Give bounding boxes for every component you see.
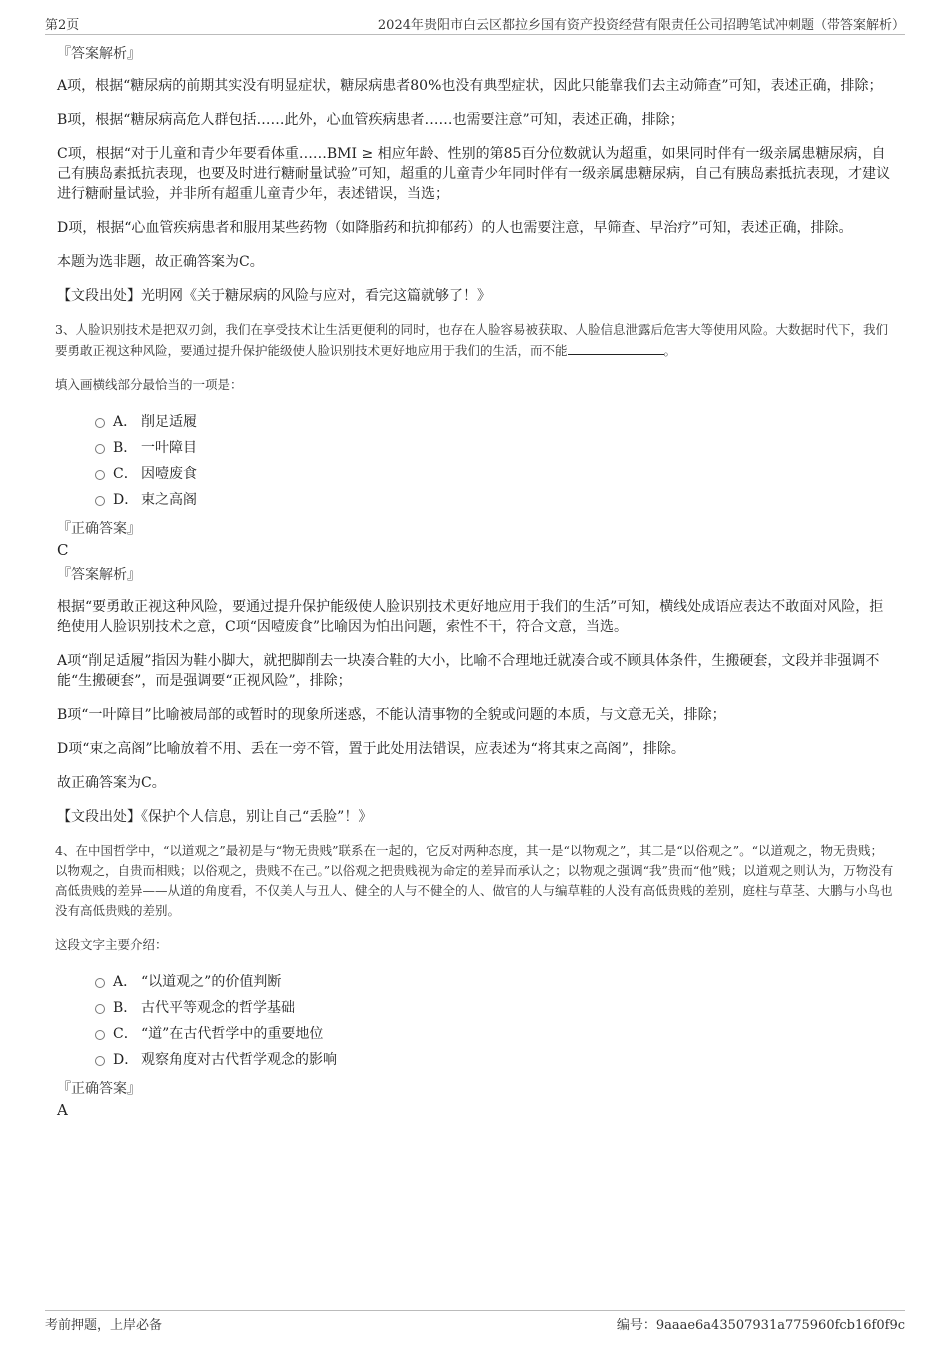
answer-label: 『正确答案』 bbox=[57, 521, 141, 537]
radio-icon[interactable] bbox=[95, 1004, 105, 1014]
footer-slogan: 考前押题，上岸必备 bbox=[45, 1318, 163, 1333]
analysis-paragraph: A项“削足适履”指因为鞋小脚大，就把脚削去一块凑合鞋的大小，比喻不合理地迁就凑合或不顾具体条件，生搬硬套，文段并非强调不能“生搬硬套”，而是强调要“正视风险”，排除； bbox=[57, 653, 880, 689]
option-d[interactable] bbox=[95, 487, 895, 513]
answer-label: 『正确答案』 bbox=[57, 1081, 141, 1097]
correct-answer: C bbox=[57, 541, 69, 559]
option-letter: A． bbox=[113, 974, 138, 990]
option-d[interactable] bbox=[95, 1047, 895, 1073]
analysis-paragraph: B项“一叶障目”比喻被局部的或暂时的现象所迷惑，不能认清事物的全貌或问题的本质，与文意无关，排除； bbox=[57, 707, 726, 723]
question-4-prompt: 这段文字主要介绍： bbox=[55, 937, 168, 952]
question-3 bbox=[55, 320, 895, 827]
question-4 bbox=[55, 841, 895, 1119]
fill-blank bbox=[568, 340, 664, 355]
analysis-conclusion: 本题为选非题，故正确答案为C。 bbox=[57, 254, 264, 270]
option-letter: D． bbox=[113, 492, 139, 508]
option-text: “以道观之”的价值判断 bbox=[141, 974, 282, 990]
option-a[interactable] bbox=[95, 969, 895, 995]
option-letter: B． bbox=[113, 440, 138, 456]
analysis-paragraph: B项，根据“糖尿病高危人群包括……此外，心血管疾病患者……也需要注意”可知，表述正确，排除； bbox=[57, 112, 684, 128]
question-4-options bbox=[95, 969, 895, 1073]
analysis-paragraph: D项，根据“心血管疾病患者和服用某些药物（如降脂药和抗抑郁药）的人也需要注意，早筛查、早治疗”可知，表述正确，排除。 bbox=[57, 220, 853, 236]
option-text: “道”在古代哲学中的重要地位 bbox=[141, 1026, 324, 1042]
radio-icon[interactable] bbox=[95, 496, 105, 506]
option-text: 观察角度对古代哲学观念的影响 bbox=[141, 1052, 337, 1068]
question-3-prompt: 填入画横线部分最恰当的一项是： bbox=[55, 377, 243, 392]
option-a[interactable] bbox=[95, 409, 895, 435]
option-text: 削足适履 bbox=[141, 414, 197, 430]
analysis-source: 【文段出处】光明网《关于糖尿病的风险与应对，看完这篇就够了！》 bbox=[57, 288, 491, 304]
option-c[interactable] bbox=[95, 1021, 895, 1047]
question-3-text: 3、人脸识别技术是把双刃剑，我们在享受技术让生活更便利的同时，也存在人脸容易被获取、人脸信息泄露后危害大等使用风险。大数据时代下，我们要勇敢正视这种风险，要通过提升保护能级使人脸识别技术更好地应用于我们的生活，而不能 bbox=[55, 322, 888, 358]
radio-icon[interactable] bbox=[95, 1056, 105, 1066]
analysis-paragraph: A项，根据“糖尿病的前期其实没有明显症状，糖尿病患者80%也没有典型症状，因此只能靠我们去主动筛查”可知，表述正确，排除； bbox=[57, 78, 883, 94]
q2-analysis-section bbox=[55, 44, 895, 306]
analysis-label: 『答案解析』 bbox=[57, 567, 141, 583]
radio-icon[interactable] bbox=[95, 1030, 105, 1040]
option-letter: A． bbox=[113, 414, 138, 430]
radio-icon[interactable] bbox=[95, 978, 105, 988]
option-letter: B． bbox=[113, 1000, 138, 1016]
document-id: 编号：9aaae6a43507931a775960fcb16f0f9c bbox=[616, 1318, 905, 1333]
analysis-source: 【文段出处】《保护个人信息，别让自己“丢脸”！》 bbox=[57, 809, 373, 825]
question-4-stem: 4、在中国哲学中，“以道观之”最初是与“物无贵贱”联系在一起的，它反对两种态度，其一是“以物观之”，其二是“以俗观之”。“以道观之，物无贵贱；以物观之，自贵而相贱；以俗观之，贵贱不在己。”以俗观之把贵贱视为命定的差异而承认之；以物观之强调“我”贵而“他”贱；以道观之则认为，万物没有高低贵贱的差异——从道的角度看，不仅美人与丑人、健全的人与不健全的人、做官的人与编草鞋的人没有高低贵贱的差别，庭柱与草茎、大鹏与小鸟也没有高低贵贱的差别。 bbox=[55, 843, 894, 918]
page-number: 第2页 bbox=[45, 18, 80, 33]
analysis-paragraph: C项，根据“对于儿童和青少年要看体重……BMI ≥ 相应年龄、性别的第85百分位数就认为超重，如果同时伴有一级亲属患糖尿病，自己有胰岛素抵抗表现，也要及时进行糖耐量试验”可知，超重的儿童青少年同时伴有一级亲属患糖尿病，自己有胰岛素抵抗表现，才建议进行糖耐量试验，并非所有超重儿童青少年，表述错误，当选； bbox=[57, 146, 891, 202]
option-letter: D． bbox=[113, 1052, 139, 1068]
option-letter: C． bbox=[113, 1026, 138, 1042]
page-header bbox=[45, 12, 905, 35]
option-text: 一叶障目 bbox=[141, 440, 197, 456]
option-c[interactable] bbox=[95, 461, 895, 487]
document-title: 2024年贵阳市白云区都拉乡国有资产投资经营有限责任公司招聘笔试冲刺题（带答案解析） bbox=[377, 18, 905, 33]
document-body bbox=[55, 44, 895, 1125]
option-text: 古代平等观念的哲学基础 bbox=[141, 1000, 295, 1016]
page-footer bbox=[45, 1310, 905, 1335]
option-letter: C． bbox=[113, 466, 138, 482]
analysis-paragraph: D项“束之高阁”比喻放着不用、丢在一旁不管，置于此处用法错误，应表述为“将其束之高阁”，排除。 bbox=[57, 741, 685, 757]
question-3-options bbox=[95, 409, 895, 513]
radio-icon[interactable] bbox=[95, 444, 105, 454]
option-b[interactable] bbox=[95, 995, 895, 1021]
question-3-text-end: 。 bbox=[663, 343, 677, 358]
radio-icon[interactable] bbox=[95, 418, 105, 428]
option-b[interactable] bbox=[95, 435, 895, 461]
option-text: 因噎废食 bbox=[141, 466, 197, 482]
correct-answer: A bbox=[57, 1101, 68, 1119]
analysis-conclusion: 故正确答案为C。 bbox=[57, 775, 166, 791]
question-3-stem bbox=[55, 320, 895, 361]
analysis-paragraph: 根据“要勇敢正视这种风险，要通过提升保护能级使人脸识别技术更好地应用于我们的生活”可知，横线处成语应表达不敢面对风险，拒绝使用人脸识别技术之意，C项“因噎废食”比喻因为怕出问题，索性不干，符合文意，当选。 bbox=[57, 599, 884, 635]
radio-icon[interactable] bbox=[95, 470, 105, 480]
option-text: 束之高阁 bbox=[141, 492, 197, 508]
analysis-label: 『答案解析』 bbox=[57, 46, 141, 62]
